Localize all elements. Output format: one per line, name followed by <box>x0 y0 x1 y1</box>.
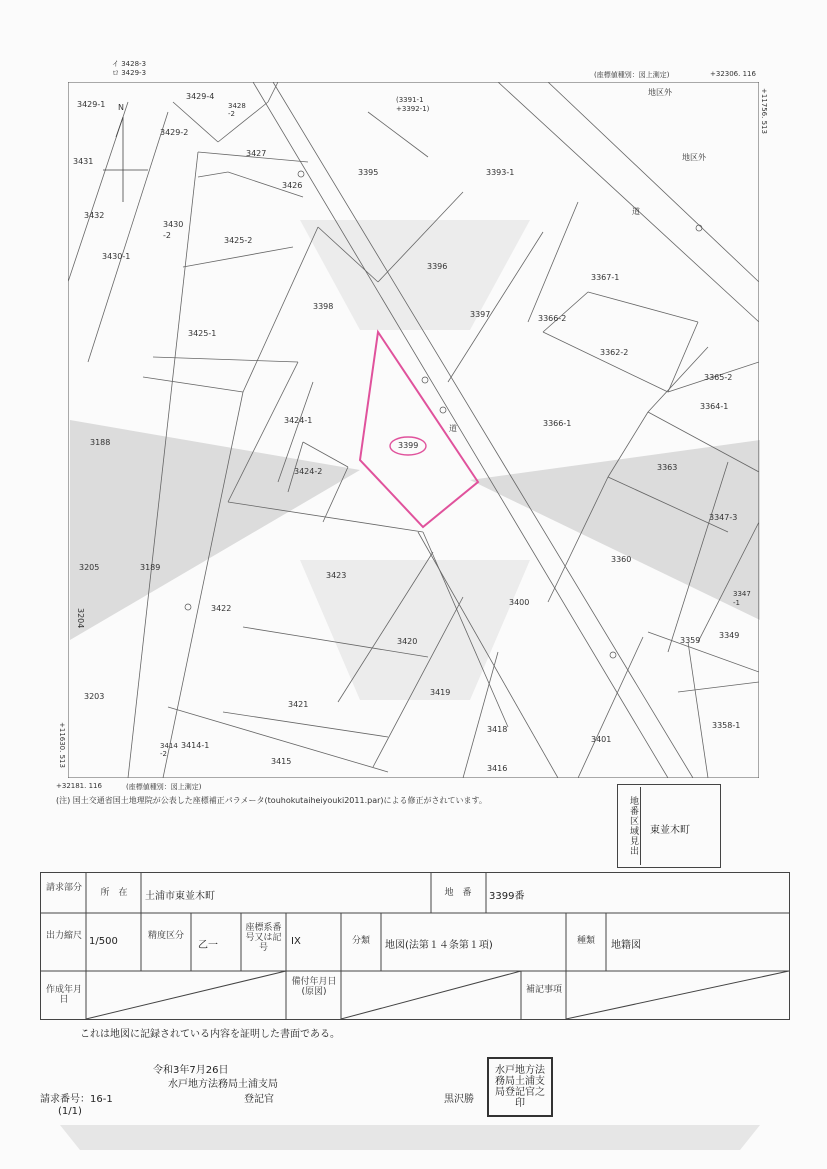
parcel-label: 3396 <box>427 262 448 271</box>
supplement-label: 補記事項 <box>525 985 562 995</box>
parcel-label: 3431 <box>73 157 94 166</box>
remarks-date-label: 備付年月日(原図) <box>291 977 337 997</box>
coord-y-left: +11630. 513 <box>58 722 66 768</box>
registrar-title: 登記官 <box>244 1094 274 1105</box>
north-arrow-icon <box>103 117 148 202</box>
parcel-label: 3359 <box>680 636 701 645</box>
parcel-label: 3423 <box>326 571 347 580</box>
precision-value: 乙一 <box>198 940 218 951</box>
coord-x-top: +32306. 116 <box>710 70 756 78</box>
coord-type-top: (座標値種別：図上測定) <box>594 71 670 79</box>
parcel-label: 3393-1 <box>486 168 515 177</box>
parcel-label: 3415 <box>271 757 292 766</box>
parcel-label: 3347 -1 <box>733 590 751 607</box>
parcel-label: 3425-1 <box>188 329 217 338</box>
parcel-label: 3367-1 <box>591 273 620 282</box>
type-value: 地籍図 <box>611 940 641 951</box>
parcel-label: 3429-1 <box>77 100 106 109</box>
parcel-label: 3424-2 <box>294 467 323 476</box>
parcel-label: 3395 <box>358 168 379 177</box>
road-label-2: 道 <box>449 424 457 433</box>
parcel-label: 3424-1 <box>284 416 313 425</box>
parcel-label: 3428 -2 <box>228 102 246 118</box>
north-label: N <box>118 103 124 112</box>
request-number: 請求番号：16-1 <box>40 1094 113 1105</box>
certification-date: 令和3年7月26日 <box>153 1065 229 1076</box>
parcel-label: 3416 <box>487 764 508 773</box>
outside-area-label-1: 地区外 <box>648 88 672 97</box>
outside-area-label-2: 地区外 <box>682 153 706 162</box>
parcel-label: 3421 <box>288 700 309 709</box>
parcel-label: 3362-2 <box>600 348 629 357</box>
parcel-label: 3397 <box>470 310 491 319</box>
parcel-label: 3363 <box>657 463 678 472</box>
parcel-label: 3414-1 <box>181 741 210 750</box>
parcel-label: 3358-1 <box>712 721 741 730</box>
district-index-label: 地番区域見出 <box>620 787 641 865</box>
parcel-label: 3414 -2 <box>160 742 178 758</box>
coord-y-right: +11756. 513 <box>760 88 768 134</box>
parcel-label: 3420 <box>397 637 418 646</box>
created-label: 作成年月日 <box>45 985 82 1005</box>
certificate-form <box>40 872 790 1020</box>
parcel-label: 3203 <box>84 692 105 701</box>
classification-label: 分類 <box>351 936 370 946</box>
parcel-label: 3365-2 <box>704 373 733 382</box>
parcel-boundaries <box>68 82 759 778</box>
parcel-label: 3189 <box>140 563 161 572</box>
classification-value: 地図(法第１４条第１項) <box>385 940 493 951</box>
parcel-label: 3366-2 <box>538 314 567 323</box>
request-label: 請求部分 <box>45 883 82 893</box>
parcel-label: 3204 <box>76 608 85 629</box>
type-label: 種類 <box>576 936 595 946</box>
district-index-box <box>617 784 721 868</box>
parcel-ref-i: イ 3428-3 <box>112 60 147 68</box>
road-label-1: 道 <box>632 207 640 216</box>
parcel-label: 3188 <box>90 438 111 447</box>
lot-value: 3399番 <box>489 891 525 902</box>
scale-value: 1/500 <box>89 936 118 947</box>
survey-points <box>185 171 702 658</box>
parcel-label: 3429-4 <box>186 92 215 101</box>
lot-label: 地 番 <box>444 888 472 898</box>
map-frame <box>68 82 759 778</box>
parcel-label: 3364-1 <box>700 402 729 411</box>
cadastral-map <box>68 82 759 778</box>
official-seal: 水 戸 地 方 法 務 局 土 浦 支 局 登 記 官 之 印 <box>487 1057 553 1117</box>
parcel-label: 3419 <box>430 688 451 697</box>
certification-office: 水戸地方法務局土浦支局 <box>168 1079 278 1090</box>
parcel-label: 3425-2 <box>224 236 253 245</box>
district-index-value: 東並木町 <box>650 825 690 836</box>
parcel-label: 3422 <box>211 604 232 613</box>
parcel-label: 3400 <box>509 598 530 607</box>
parcel-label: 3418 <box>487 725 508 734</box>
parcel-label: 3205 <box>79 563 100 572</box>
highlight-parcel-label: 3399 <box>398 441 419 450</box>
parcel-label: 3430-1 <box>102 252 131 261</box>
parcel-label: 3426 <box>282 181 303 190</box>
parcel-label: 3427 <box>246 149 267 158</box>
parcel-label: 3349 <box>719 631 740 640</box>
parcel-label: 3429-2 <box>160 128 189 137</box>
location-label: 所 在 <box>100 888 128 898</box>
coord-x-bottom: +32181. 116 <box>56 782 102 790</box>
parcel-label: 3430 -2 <box>163 220 184 240</box>
precision-label: 精度区分 <box>147 931 184 941</box>
coord-type-bottom: (座標値種別：図上測定) <box>126 783 202 791</box>
parcel-label: (3391-1 +3392-1) <box>396 96 430 113</box>
page-number: (1/1) <box>58 1106 82 1117</box>
certification-statement: これは地図に記録されている内容を証明した書面である。 <box>80 1029 340 1040</box>
location-value: 土浦市東並木町 <box>145 891 215 902</box>
scale-label: 出力縮尺 <box>45 931 82 941</box>
parcel-label: 3401 <box>591 735 612 744</box>
coord-system-label: 座標系番号又は記号 <box>245 923 282 953</box>
registrar-name: 黒沢勝 <box>444 1094 474 1105</box>
parcel-label: 3360 <box>611 555 632 564</box>
parcel-label: 3432 <box>84 211 105 220</box>
parcel-ref-ro: ロ 3429-3 <box>112 69 147 77</box>
correction-note: (注) 国土交通省国土地理院が公表した座標補正パラメータ(touhokutaiheiyouki2011.par)による修正がされています。 <box>56 796 487 805</box>
parcel-label: 3366-1 <box>543 419 572 428</box>
parcel-label: 3398 <box>313 302 334 311</box>
coord-system-value: IX <box>291 936 301 947</box>
parcel-label: 3347-3 <box>709 513 738 522</box>
